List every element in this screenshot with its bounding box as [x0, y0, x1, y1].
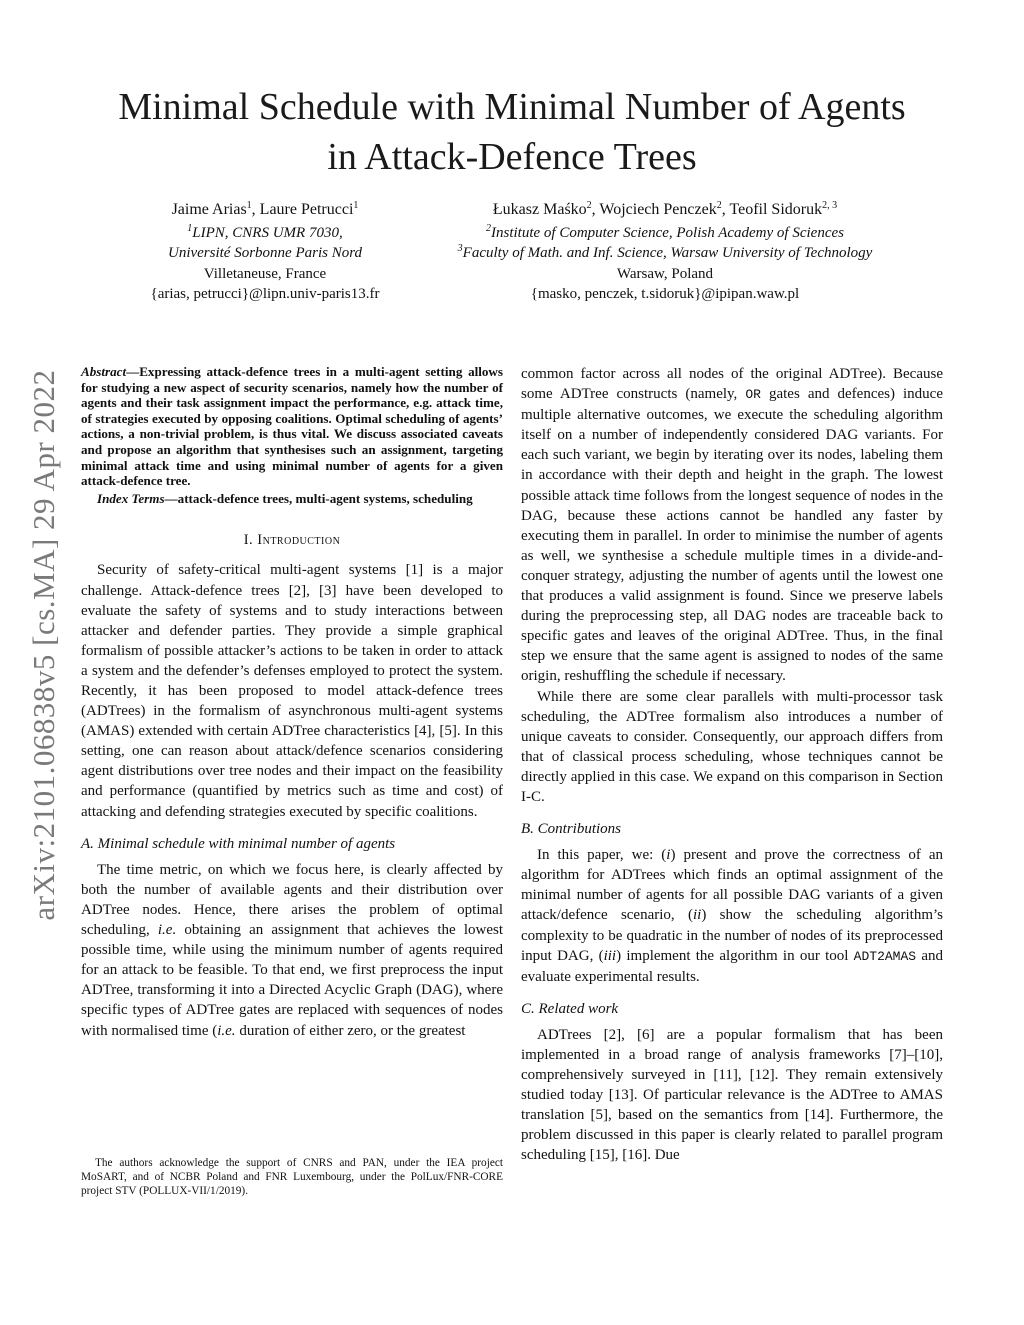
title-line-2: in Attack-Defence Trees [327, 136, 697, 178]
author-email: {arias, petrucci}@lipn.univ-paris13.fr [150, 286, 380, 302]
subsection-heading-c: C. Related work [521, 1000, 619, 1017]
paragraph: ADTrees [2], [6] are a popular formalism that has been implemented in a broad range of analysis frameworks [7]–[10], comprehensively surveyed in [11], [12]. They remain extensively studied today [13]. Of particular relevance is the ADTree to AMAS translation [5], based on the semantics from [14]. Furthermore, the problem discussed in this paper is clearly related to parallel program scheduling [15], [16]. Due [521, 1026, 943, 1164]
paragraph: The time metric, on which we focus here, is clearly affected by both the number of available agents and their distribution over ADTree nodes. Hence, there arises the problem of optimal scheduling, i.e. obtaining an assignment that achieves the lowest possible time, while using the minimum number of agents required for an attack to be feasible. To that end, we first preprocess the input ADTree, transforming it into a Directed Acyclic Graph (DAG), where specific types of ADTree gates are replaced with sequences of nodes with normalised time (i.e. duration of either zero, or the greatest [81, 861, 503, 1039]
index-terms-label: Index Terms [97, 490, 165, 506]
arxiv-identifier-stamp: arXiv:2101.06838v5 [cs.MA] 29 Apr 2022 [26, 369, 61, 921]
author-name: Wojciech Penczek [599, 201, 717, 218]
footnote: The authors acknowledge the support of CNRS and PAN, under the IEA project MoSART, and of NCBR Poland and FNR Luxembourg, under the PolLux/FNR-CORE project STV (POLLUX-VII/1/2019). [81, 1157, 503, 1197]
subsection-heading-b: B. Contributions [521, 821, 622, 838]
author-name: Teofil Sidoruk [729, 201, 823, 218]
affiliation-line: $^3$Faculty of Math. and Inf. Science, Warsaw University of Technology [457, 243, 873, 261]
author-block-right [420, 200, 910, 305]
section-heading-introduction: I. Introduction [243, 532, 341, 549]
author-names-right: Łukasz Maśko$^2$, Wojciech Penczek$^2$, Teofil Sidoruk$^{2, 3}$ [492, 200, 838, 218]
subsection-heading-a: A. Minimal schedule with minimal number of agents [81, 835, 396, 852]
author-names-left: Jaime Arias$^1$, Laure Petrucci$^1$ [171, 200, 359, 218]
index-terms-text: attack-defence trees, multi-agent systems, scheduling [177, 490, 473, 506]
left-column [81, 364, 503, 1041]
tool-name: ADT2AMAS [853, 948, 917, 964]
affiliation-marker: 1 [246, 200, 252, 211]
code-or: OR [745, 387, 761, 403]
paragraph: Security of safety-critical multi-agent systems [1] is a major challenge. Attack-defence trees [2], [3] have been developed to evaluate the safety of systems and to study interactions between attacker and defender parties. They provide a simple graphical formalism of possible attacker’s actions to be taken in order to attack a system and the defender’s defenses employed to protect the system. Recently, it has been proposed to model attack-defence trees (ADTrees) in the formalism of asynchronous multi-agent systems (AMAS) extended with certain ADTree characteristics [4], [5]. In this setting, one can reason about attack/defence scenarios considering agent distributions over tree nodes and their impact on the feasibility and performance (quantified by metrics such as time and cost) of attacking and defending strategies executed by specific coalitions. [81, 562, 503, 820]
author-block-left [105, 200, 425, 305]
author-name: Łukasz Maśko [492, 201, 587, 218]
affiliation-line: $^2$Institute of Computer Science, Polish Academy of Sciences [486, 222, 844, 241]
author-location: Warsaw, Poland [616, 265, 714, 282]
abstract: Abstract—Expressing attack-defence trees in a multi-agent setting allows for studying a new aspect of security scenarios, namely how the number of agents and their task assignment impact the performance, e.g. attack time, of strategies executed by opposing coalitions. Optimal scheduling of agents’ actions, a non-trivial problem, is thus vital. We discuss associated caveats and propose an algorithm that synthesises such an assignment, targeting minimal attack time and using minimal number of agents for a given attack-defence tree. [81, 364, 503, 489]
author-location: Villetaneuse, France [203, 265, 327, 282]
abstract-text: Expressing attack-defence trees in a multi-agent setting allows for studying a new aspect of security scenarios, namely how the number of agents and their task assignment impact the performance, e.g. attack time, of strategies executed by opposing coalitions. Optimal scheduling of agents’ actions, a non-trivial problem, is thus vital. We discuss associated caveats and propose an algorithm that synthesises such an assignment, targeting minimal attack time and using minimal number of agents for a given attack-defence tree. [81, 364, 503, 489]
paragraph: In this paper, we: (i) present and prove the correctness of an algorithm for ADTrees which finds an optimal assignment of the minimal number of agents for all possible DAG variants of a given attack/defence scenario, (ii) show the scheduling algorithm’s complexity to be quadratic in the number of nodes of its preprocessed input DAG, (iii) implement the algorithm in our tool ADT2AMAS and evaluate experimental results. [521, 847, 944, 985]
abstract-label: Abstract [81, 364, 127, 379]
paper-title [60, 82, 964, 182]
affiliation-marker: 1 [353, 200, 359, 211]
author-email: {masko, penczek, t.sidoruk}@ipipan.waw.pl [530, 286, 800, 302]
right-column [521, 364, 943, 1166]
paragraph: While there are some clear parallels with multi-processor task scheduling, the ADTree formalism also introduces a number of unique caveats to consider. Consequently, our approach differs from that of classical process scheduling, whose techniques cannot be directly applied in this case. We expand on this comparison in Section I-C. [521, 688, 943, 805]
affiliation-line: Université Sorbonne Paris Nord [167, 245, 363, 261]
author-name: Jaime Arias [171, 201, 247, 218]
title-line-1: Minimal Schedule with Minimal Number of Agents [118, 86, 906, 128]
author-name: Laure Petrucci [259, 201, 354, 218]
paragraph: common factor across all nodes of the original ADTree). Because some ADTree constructs (namely, OR gates and defences) induce multiple alternative outcomes, we execute the scheduling algorithm itself on a number of independently considered DAG variants. For each such variant, we begin by iterating over its nodes, labeling them in accordance with their depth and height in the graph. The lowest possible attack time follows from the longest sequence of nodes in the DAG, because these actions cannot be handled any faster by executing them in parallel. In order to minimise the number of agents as well, we synthesise a schedule multiple times in a divide-and-conquer strategy, adjusting the number of agents until the lowest one that produces a valid assignment is found. Since we preserve labels during the preprocessing step, all DAG nodes are traceable back to specific gates and leaves of the original ADTree. Thus, in the final step we ensure that the same agent is assigned to nodes of the same origin, reshuffling the schedule if necessary. [521, 366, 943, 685]
index-terms: Index Terms—attack-defence trees, multi-agent systems, scheduling [97, 490, 473, 506]
affiliation-line: $^1$LIPN, CNRS UMR 7030, [187, 222, 343, 241]
